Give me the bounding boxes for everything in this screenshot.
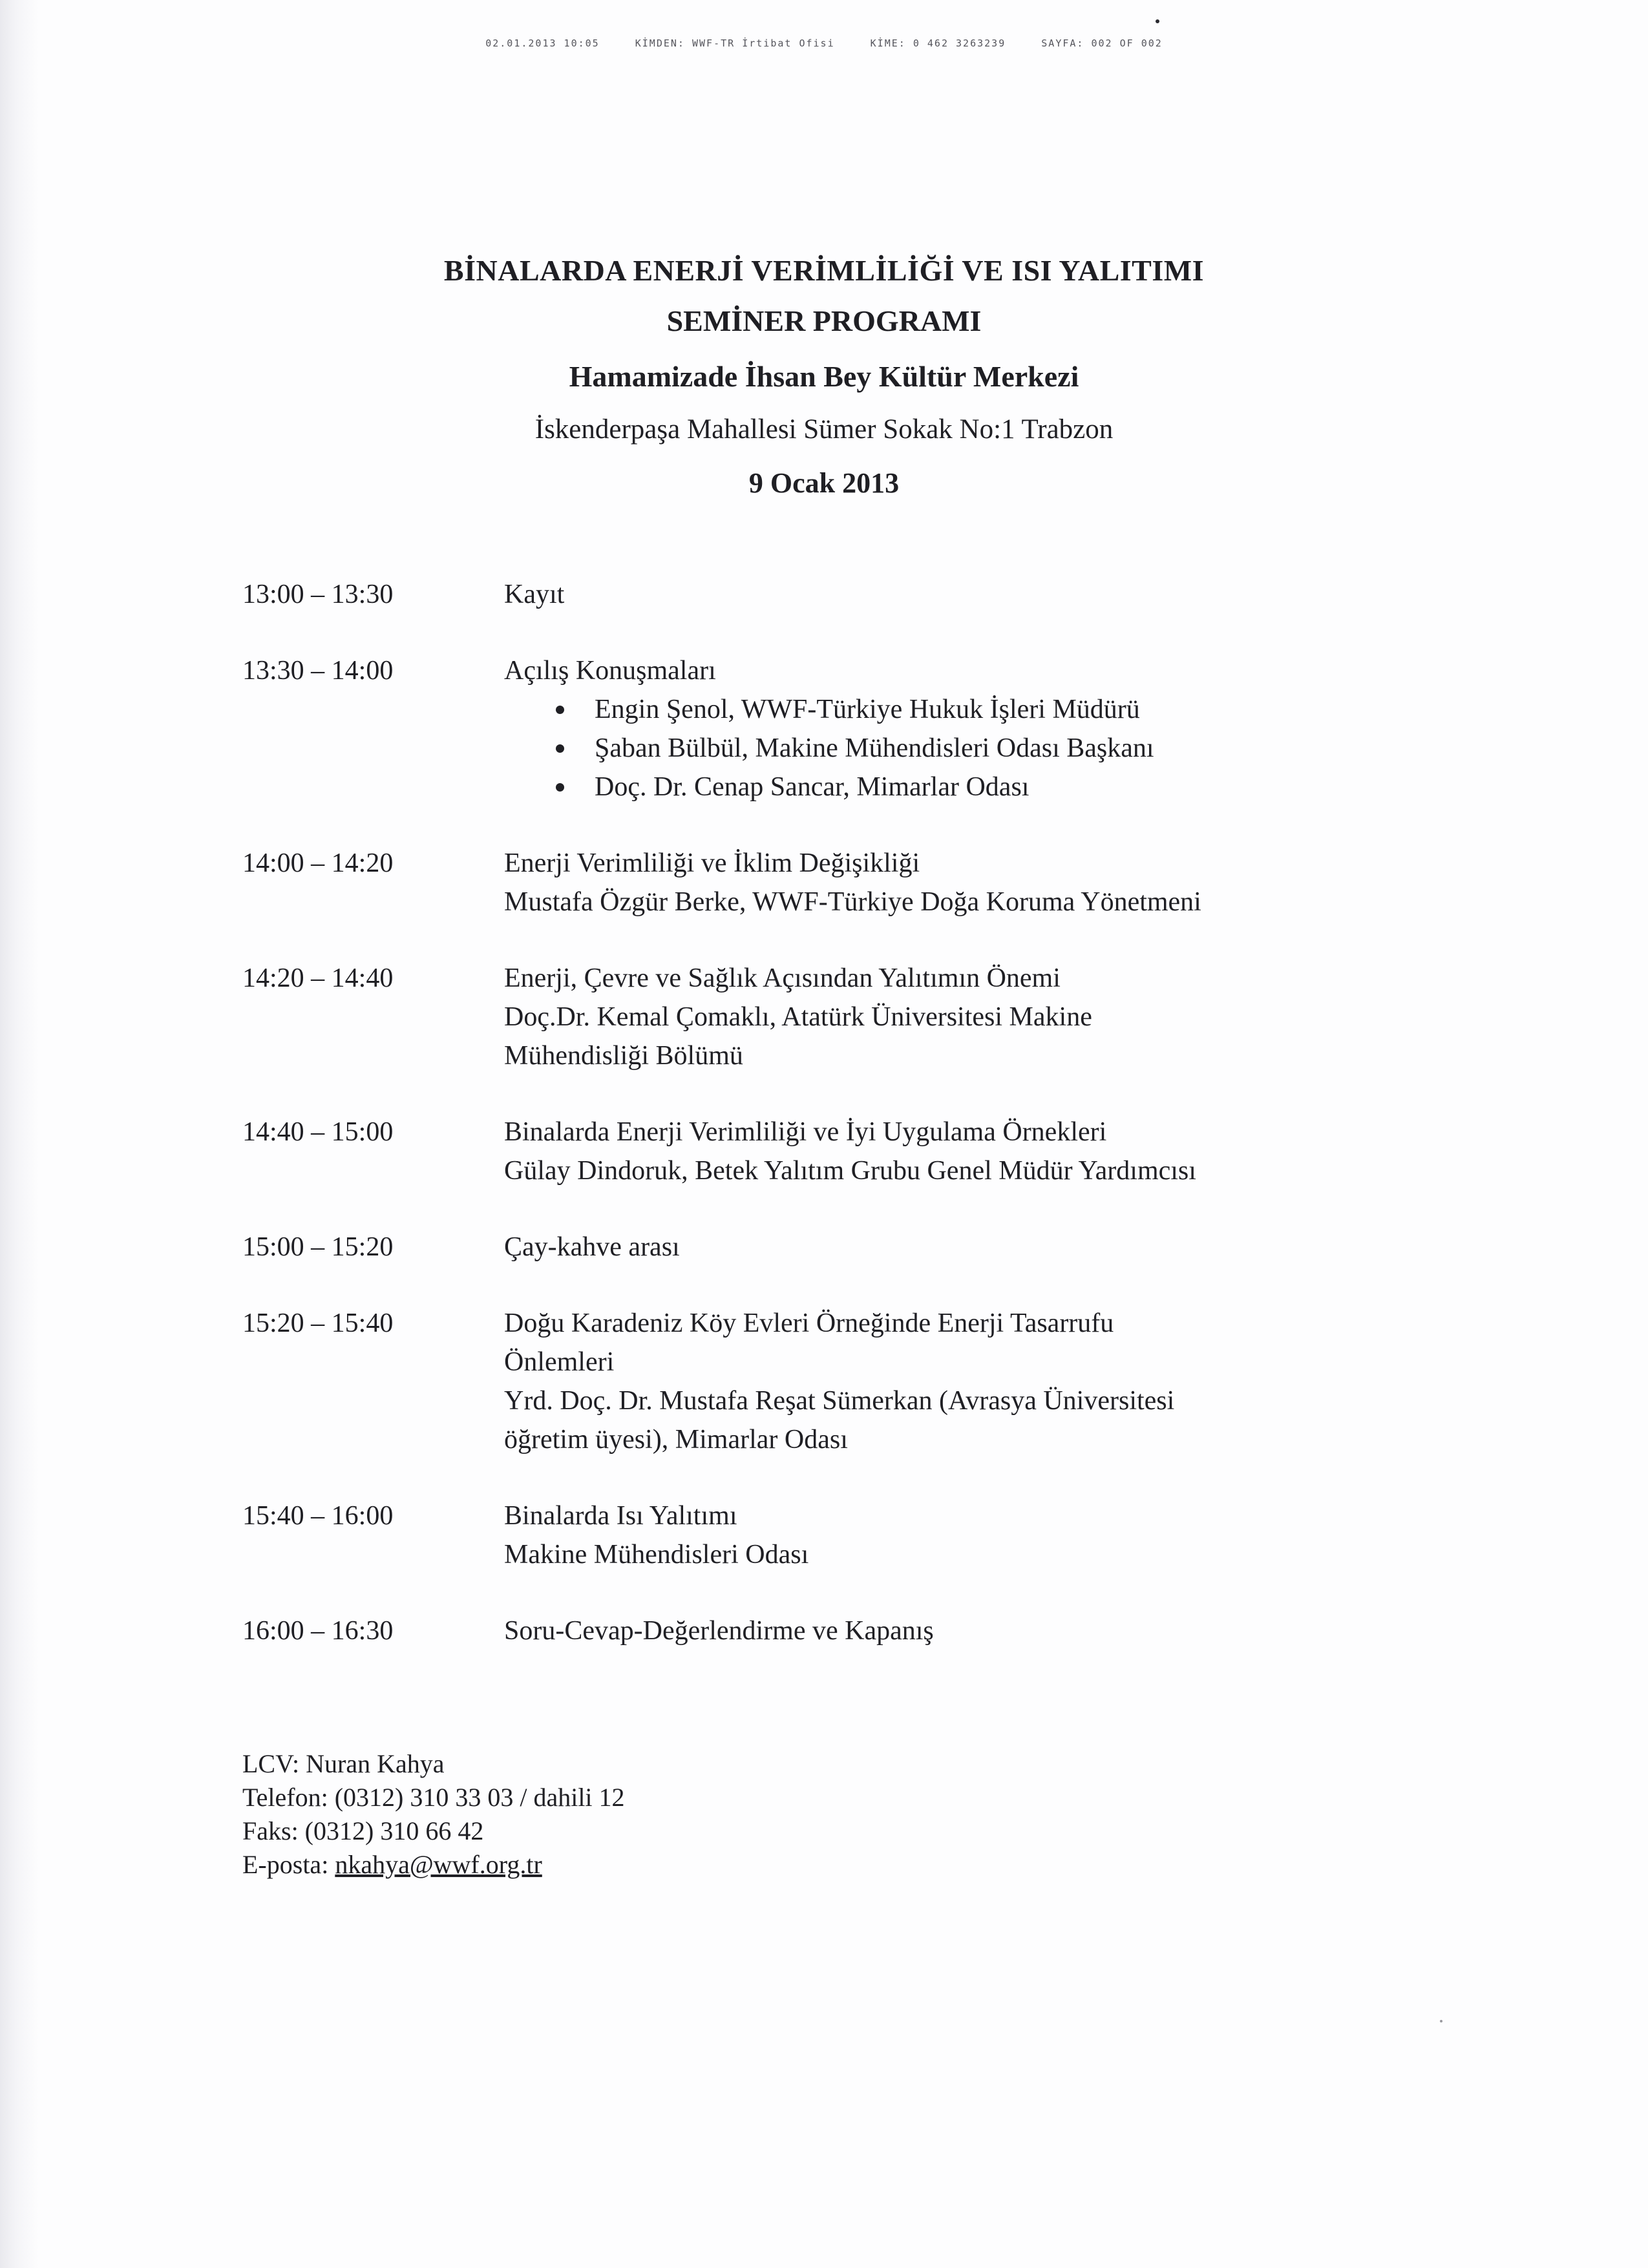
phone-number: Telefon: (0312) 310 33 03 / dahili 12 <box>242 1783 625 1812</box>
schedule-row <box>242 1113 1406 1190</box>
session-speaker-line: Yrd. Doç. Dr. Mustafa Reşat Sümerkan (Avrasya Üniversitesi <box>504 1386 1175 1416</box>
session-title: Binalarda Isı Yalıtımı <box>504 1501 737 1531</box>
schedule-row <box>242 1496 1406 1574</box>
email-link[interactable]: nkahya@wwf.org.tr <box>335 1850 542 1879</box>
session-speaker-line: Önlemleri <box>504 1347 615 1377</box>
session-title: Soru-Cevap-Değerlendirme ve Kapanış <box>504 1616 934 1646</box>
schedule-row <box>242 575 1406 614</box>
venue-address: İskenderpaşa Mahallesi Sümer Sokak No:1 Trabzon <box>534 414 1114 445</box>
session-speaker-line: Makine Mühendisleri Odası <box>504 1540 809 1570</box>
speaker-list <box>504 690 1406 806</box>
schedule-row <box>242 651 1406 806</box>
speaker-list-item <box>556 690 1406 729</box>
session-title: Doğu Karadeniz Köy Evleri Örneğinde Enerji Tasarrufu <box>504 1308 1114 1338</box>
session-details <box>504 1612 1406 1650</box>
fax-page: SAYFA: 002 OF 002 <box>1041 37 1163 49</box>
session-time: 14:40 – 15:00 <box>242 1117 394 1147</box>
session-title: Açılış Konuşmaları <box>504 656 716 686</box>
document-title: BİNALARDA ENERJİ VERİMLİLİĞİ VE ISI YALITIMI <box>443 254 1205 287</box>
session-details <box>504 1304 1406 1459</box>
session-title: Enerji, Çevre ve Sağlık Açısından Yalıtımın Önemi <box>504 963 1061 993</box>
fax-transmission-header <box>0 37 1648 49</box>
fax-number: Faks: (0312) 310 66 42 <box>242 1816 484 1845</box>
schedule-row <box>242 959 1406 1075</box>
session-speaker-line: Doç.Dr. Kemal Çomaklı, Atatürk Üniversitesi Makine <box>504 1002 1092 1032</box>
scan-speck <box>1440 2020 1442 2022</box>
session-time: 15:40 – 16:00 <box>242 1501 394 1531</box>
session-details <box>504 959 1406 1075</box>
bullet-icon <box>556 744 564 753</box>
session-speaker-line: Mustafa Özgür Berke, WWF-Türkiye Doğa Koruma Yönetmeni <box>504 887 1201 917</box>
event-date: 9 Ocak 2013 <box>748 467 900 499</box>
session-time: 16:00 – 16:30 <box>242 1616 394 1646</box>
session-time: 13:00 – 13:30 <box>242 580 394 609</box>
speaker-name: Engin Şenol, WWF-Türkiye Hukuk İşleri Müdürü <box>595 695 1140 724</box>
session-title: Enerji Verimliliği ve İklim Değişikliği <box>504 848 920 878</box>
schedule-row <box>242 1304 1406 1459</box>
session-title: Çay-kahve arası <box>504 1232 680 1262</box>
session-details <box>504 651 1406 806</box>
bullet-icon <box>556 706 564 714</box>
session-time: 15:20 – 15:40 <box>242 1308 394 1338</box>
scan-speck <box>1156 19 1159 23</box>
session-speaker-line: Gülay Dindoruk, Betek Yalıtım Grubu Genel Müdür Yardımcısı <box>504 1156 1196 1186</box>
speaker-list-item <box>556 768 1406 806</box>
speaker-list-item <box>556 729 1406 768</box>
session-details <box>504 1228 1406 1266</box>
speaker-name: Şaban Bülbül, Makine Mühendisleri Odası Başkanı <box>595 733 1154 763</box>
session-time: 15:00 – 15:20 <box>242 1232 394 1262</box>
schedule-row <box>242 844 1406 921</box>
email-line <box>242 1848 625 1882</box>
document-subtitle: SEMİNER PROGRAMI <box>666 304 982 337</box>
session-details <box>504 1113 1406 1190</box>
speaker-name: Doç. Dr. Cenap Sancar, Mimarlar Odası <box>595 772 1030 802</box>
session-speaker-line: Mühendisliği Bölümü <box>504 1041 743 1071</box>
venue-name: Hamamizade İhsan Bey Kültür Merkezi <box>569 360 1079 393</box>
fax-to: KİME: 0 462 3263239 <box>870 37 1006 49</box>
session-details <box>504 844 1406 921</box>
program-schedule <box>242 575 1406 1688</box>
session-details <box>504 575 1406 614</box>
rsvp-contact: LCV: Nuran Kahya <box>242 1749 445 1778</box>
email-label: E-posta: <box>242 1850 335 1879</box>
bullet-icon <box>556 783 564 792</box>
schedule-row <box>242 1228 1406 1266</box>
session-time: 13:30 – 14:00 <box>242 656 394 686</box>
schedule-row <box>242 1612 1406 1650</box>
session-time: 14:20 – 14:40 <box>242 963 394 993</box>
session-details <box>504 1496 1406 1574</box>
session-speaker-line: öğretim üyesi), Mimarlar Odası <box>504 1425 848 1454</box>
contact-block <box>242 1747 625 1882</box>
session-title: Binalarda Enerji Verimliliği ve İyi Uygulama Örnekleri <box>504 1117 1107 1147</box>
session-time: 14:00 – 14:20 <box>242 848 394 878</box>
session-title: Kayıt <box>504 580 565 609</box>
scan-shadow-edge <box>0 0 39 2268</box>
fax-date-time: 02.01.2013 10:05 <box>485 37 600 49</box>
fax-from: KİMDEN: WWF-TR İrtibat Ofisi <box>635 37 835 49</box>
